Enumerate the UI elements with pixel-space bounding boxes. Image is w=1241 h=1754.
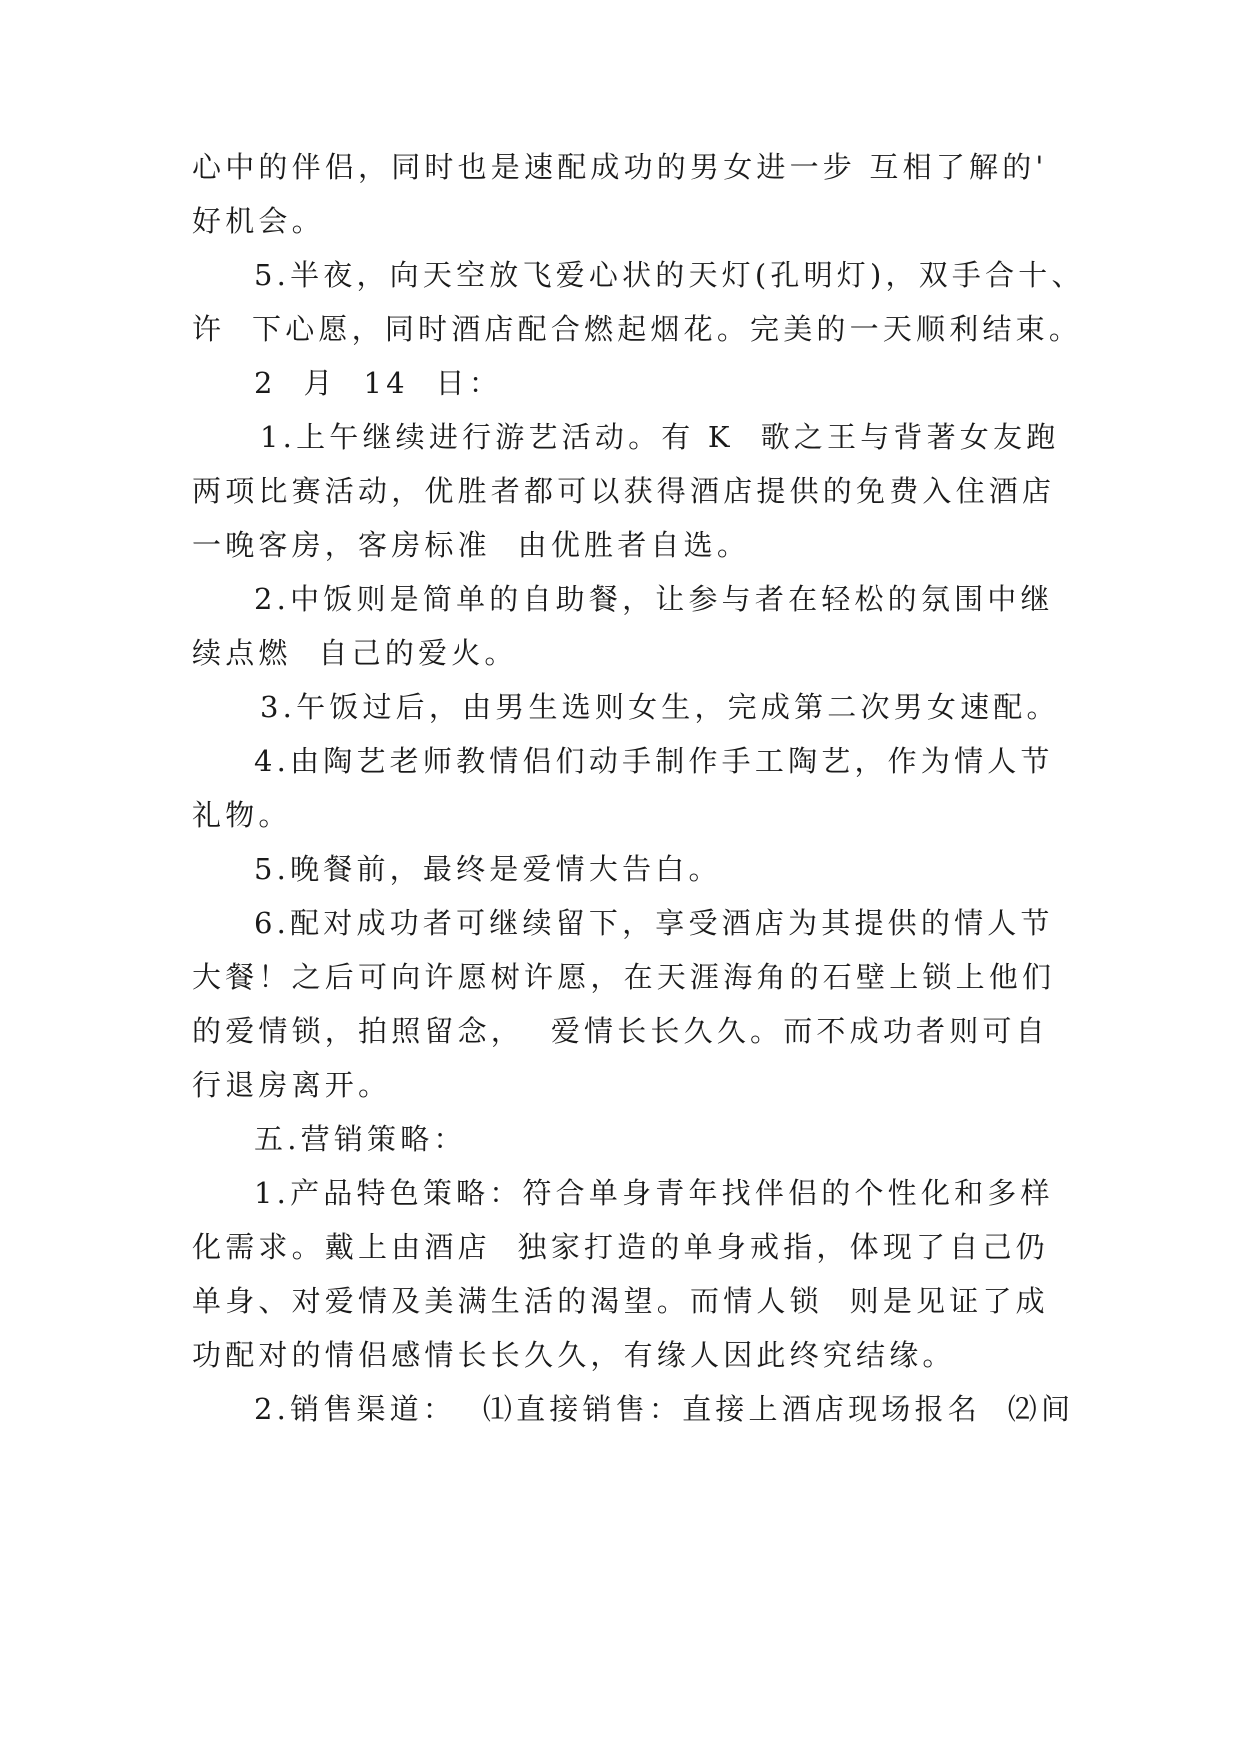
text-line: 续点燃 自己的爱火。 bbox=[192, 636, 518, 670]
text-line: 的爱情锁，拍照留念， 爱情长长久久。而不成功者则可自 bbox=[192, 1014, 1049, 1048]
text-line: 两项比赛活动，优胜者都可以获得酒店提供的免费入住酒店 bbox=[192, 474, 1056, 508]
text-line: 心中的伴侣，同时也是速配成功的男女进一步 互相了解的' bbox=[192, 150, 1048, 184]
text-line: 1.上午继续进行游艺活动。有 K 歌之王与背著女友跑 bbox=[260, 420, 1060, 454]
text-line: 5.半夜，向天空放飞爱心状的天灯(孔明灯)，双手合十、 bbox=[254, 258, 1085, 292]
date-heading: 2 月 14 日： bbox=[254, 366, 503, 400]
text-line: 化需求。戴上由酒店 独家打造的单身戒指，体现了自己仍 bbox=[192, 1230, 1049, 1264]
section-heading: 五.营销策略： bbox=[254, 1122, 467, 1156]
text-line: 单身、对爱情及美满生活的渴望。而情人锁 则是见证了成 bbox=[192, 1284, 1049, 1318]
text-line: 大餐！之后可向许愿树许愿，在天涯海角的石壁上锁上他们 bbox=[192, 960, 1056, 994]
text-line: 功配对的情侣感情长长久久，有缘人因此终究结缘。 bbox=[192, 1338, 956, 1372]
text-line: 6.配对成功者可继续留下，享受酒店为其提供的情人节 bbox=[254, 906, 1054, 940]
text-line: 5.晚餐前，最终是爱情大告白。 bbox=[254, 852, 722, 886]
text-line: 许 下心愿，同时酒店配合燃起烟花。完美的一天顺利结束。 bbox=[192, 312, 1083, 346]
text-line: 行退房离开。 bbox=[192, 1068, 392, 1102]
text-line: 2.销售渠道： ⑴直接销售：直接上酒店现场报名 ⑵间 bbox=[254, 1392, 1075, 1426]
text-line: 一晚客房，客房标准 由优胜者自选。 bbox=[192, 528, 751, 562]
text-line: 3.午饭过后，由男生选则女生，完成第二次男女速配。 bbox=[260, 690, 1060, 724]
text-line: 4.由陶艺老师教情侣们动手制作手工陶艺，作为情人节 bbox=[254, 744, 1054, 778]
text-line: 好机会。 bbox=[192, 204, 325, 238]
text-line: 1.产品特色策略：符合单身青年找伴侣的个性化和多样 bbox=[254, 1176, 1054, 1210]
text-line: 礼物。 bbox=[192, 798, 292, 832]
text-line: 2.中饭则是简单的自助餐，让参与者在轻松的氛围中继 bbox=[254, 582, 1054, 616]
